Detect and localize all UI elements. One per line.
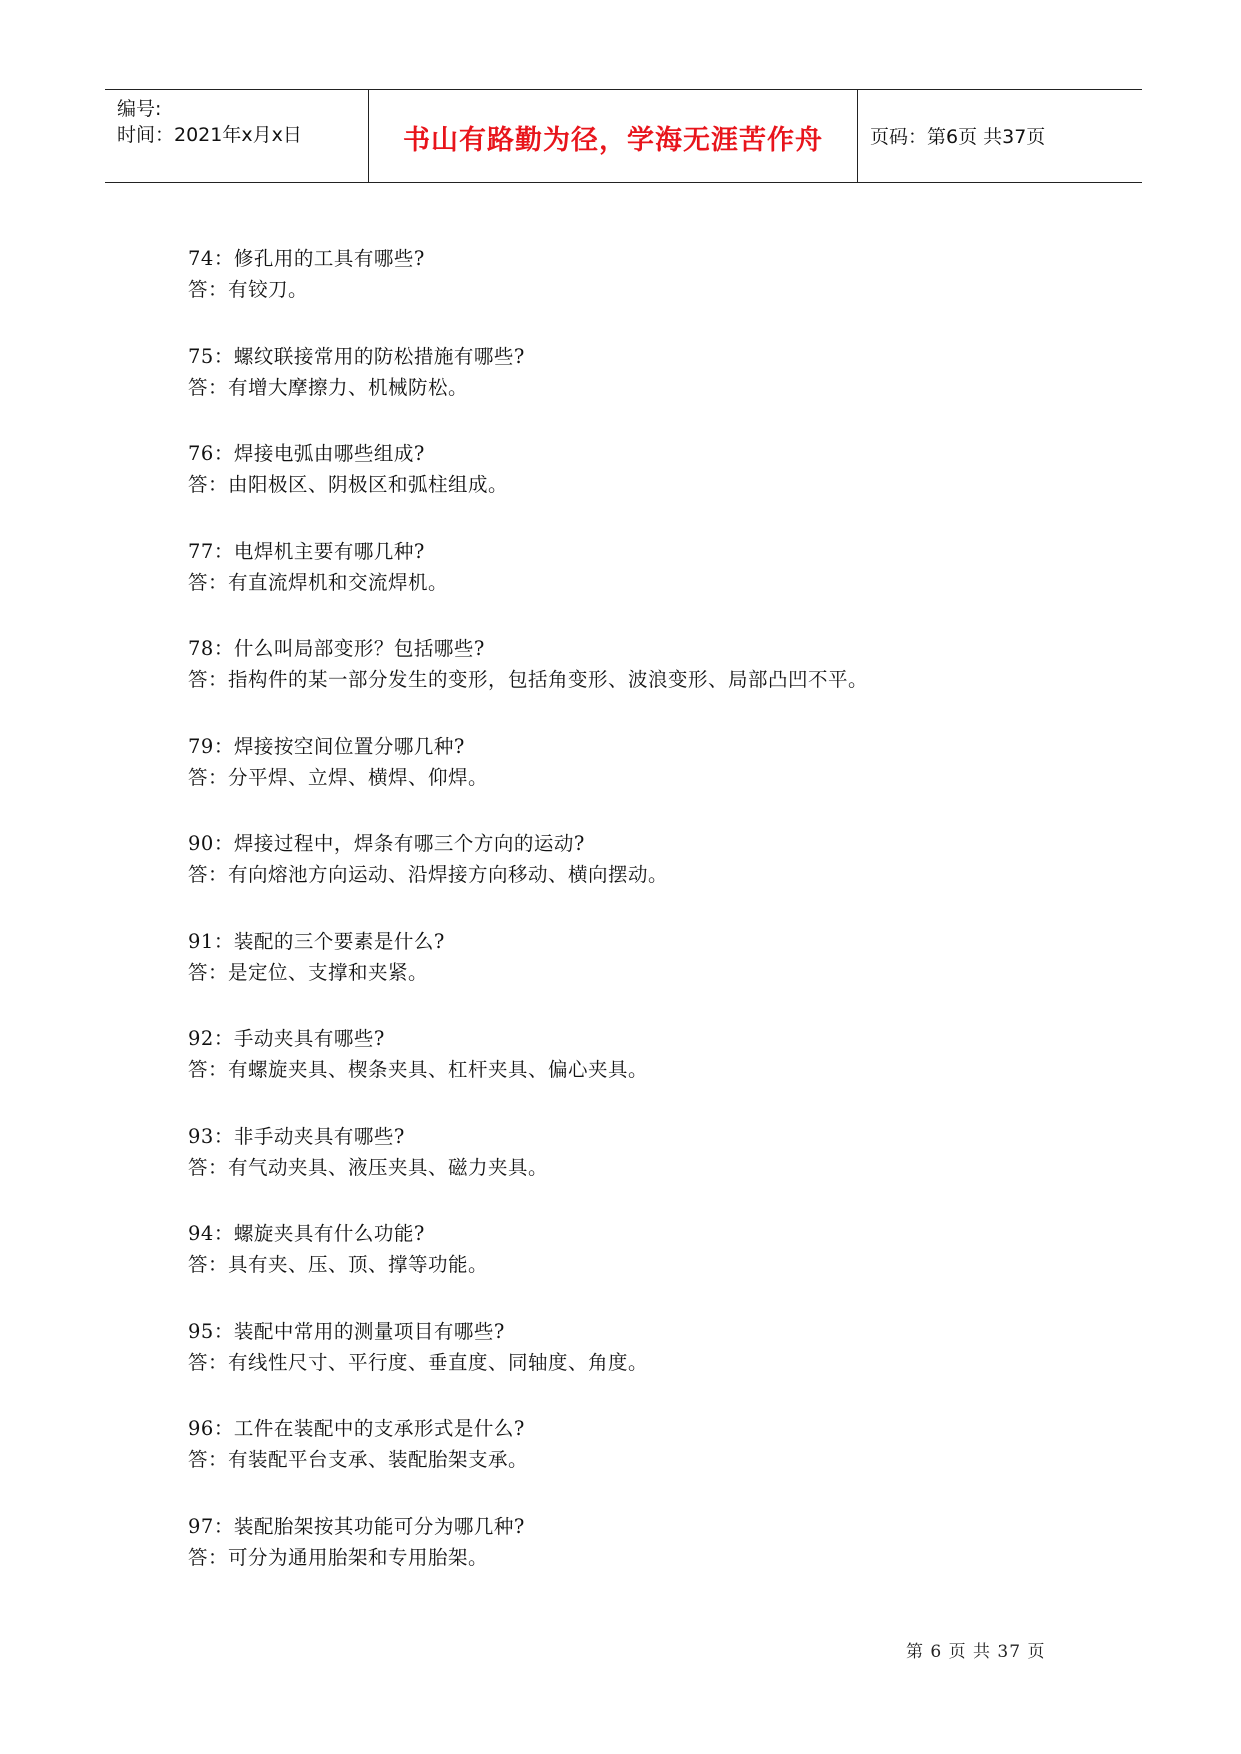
question-text: 92：手动夹具有哪些? xyxy=(188,1027,385,1050)
qa-item xyxy=(188,731,1048,829)
qa-item xyxy=(188,1511,1048,1609)
header-page-label: 页码：第6页 共37页 xyxy=(870,126,1046,148)
qa-item xyxy=(188,1218,1048,1316)
qa-item xyxy=(188,1413,1048,1511)
header-left-cell xyxy=(105,90,368,182)
qa-item xyxy=(188,341,1048,439)
answer-text: 答：有铰刀。 xyxy=(188,278,309,301)
qa-content xyxy=(188,243,1048,1608)
answer-text: 答：可分为通用胎架和专用胎架。 xyxy=(188,1545,489,1569)
question-text: 74：修孔用的工具有哪些? xyxy=(188,247,425,270)
qa-item xyxy=(188,1316,1048,1414)
answer-text: 答：有直流焊机和交流焊机。 xyxy=(188,570,449,594)
question-text: 90：焊接过程中，焊条有哪三个方向的运动? xyxy=(188,832,585,855)
document-time-label: 时间：2021年x月x日 xyxy=(117,124,302,146)
question-text: 97：装配胎架按其功能可分为哪几种? xyxy=(188,1514,525,1538)
qa-item xyxy=(188,243,1048,341)
question-text: 77：电焊机主要有哪几种? xyxy=(188,539,425,563)
question-text: 93：非手动夹具有哪些? xyxy=(188,1124,405,1148)
document-number-label: 编号: xyxy=(117,98,162,120)
answer-text: 答：分平焊、立焊、横焊、仰焊。 xyxy=(188,765,489,789)
header-motto: 书山有路勤为径，学海无涯苦作舟 xyxy=(403,125,823,156)
qa-item xyxy=(188,438,1048,536)
answer-text: 答：指构件的某一部分发生的变形，包括角变形、波浪变形、局部凸凹不平。 xyxy=(188,668,869,691)
question-text: 91：装配的三个要素是什么? xyxy=(188,929,445,953)
qa-item xyxy=(188,536,1048,634)
page-footer: 第 6 页 共 37 页 xyxy=(906,1642,1046,1662)
question-text: 79：焊接按空间位置分哪几种? xyxy=(188,734,465,758)
question-text: 94：螺旋夹具有什么功能? xyxy=(188,1222,425,1245)
question-text: 78：什么叫局部变形？包括哪些? xyxy=(188,637,485,660)
question-text: 95：装配中常用的测量项目有哪些? xyxy=(188,1319,505,1343)
header-right-cell xyxy=(858,90,1142,182)
header-middle-cell xyxy=(368,90,858,182)
answer-text: 答：有气动夹具、液压夹具、磁力夹具。 xyxy=(188,1155,549,1179)
qa-item xyxy=(188,1121,1048,1219)
answer-text: 答：由阳极区、阴极区和弧柱组成。 xyxy=(188,473,509,496)
qa-item xyxy=(188,828,1048,926)
qa-item xyxy=(188,633,1048,731)
answer-text: 答：有装配平台支承、装配胎架支承。 xyxy=(188,1448,529,1471)
answer-text: 答：是定位、支撑和夹紧。 xyxy=(188,960,429,984)
page-header xyxy=(105,89,1142,183)
answer-text: 答：具有夹、压、顶、撑等功能。 xyxy=(188,1253,489,1276)
question-text: 76：焊接电弧由哪些组成? xyxy=(188,442,425,465)
qa-item xyxy=(188,1023,1048,1121)
answer-text: 答：有增大摩擦力、机械防松。 xyxy=(188,375,469,399)
question-text: 96：工件在装配中的支承形式是什么? xyxy=(188,1417,525,1440)
qa-item xyxy=(188,926,1048,1024)
answer-text: 答：有螺旋夹具、楔条夹具、杠杆夹具、偏心夹具。 xyxy=(188,1058,649,1081)
answer-text: 答：有线性尺寸、平行度、垂直度、同轴度、角度。 xyxy=(188,1350,649,1374)
answer-text: 答：有向熔池方向运动、沿焊接方向移动、横向摆动。 xyxy=(188,863,669,886)
question-text: 75：螺纹联接常用的防松措施有哪些? xyxy=(188,344,525,368)
